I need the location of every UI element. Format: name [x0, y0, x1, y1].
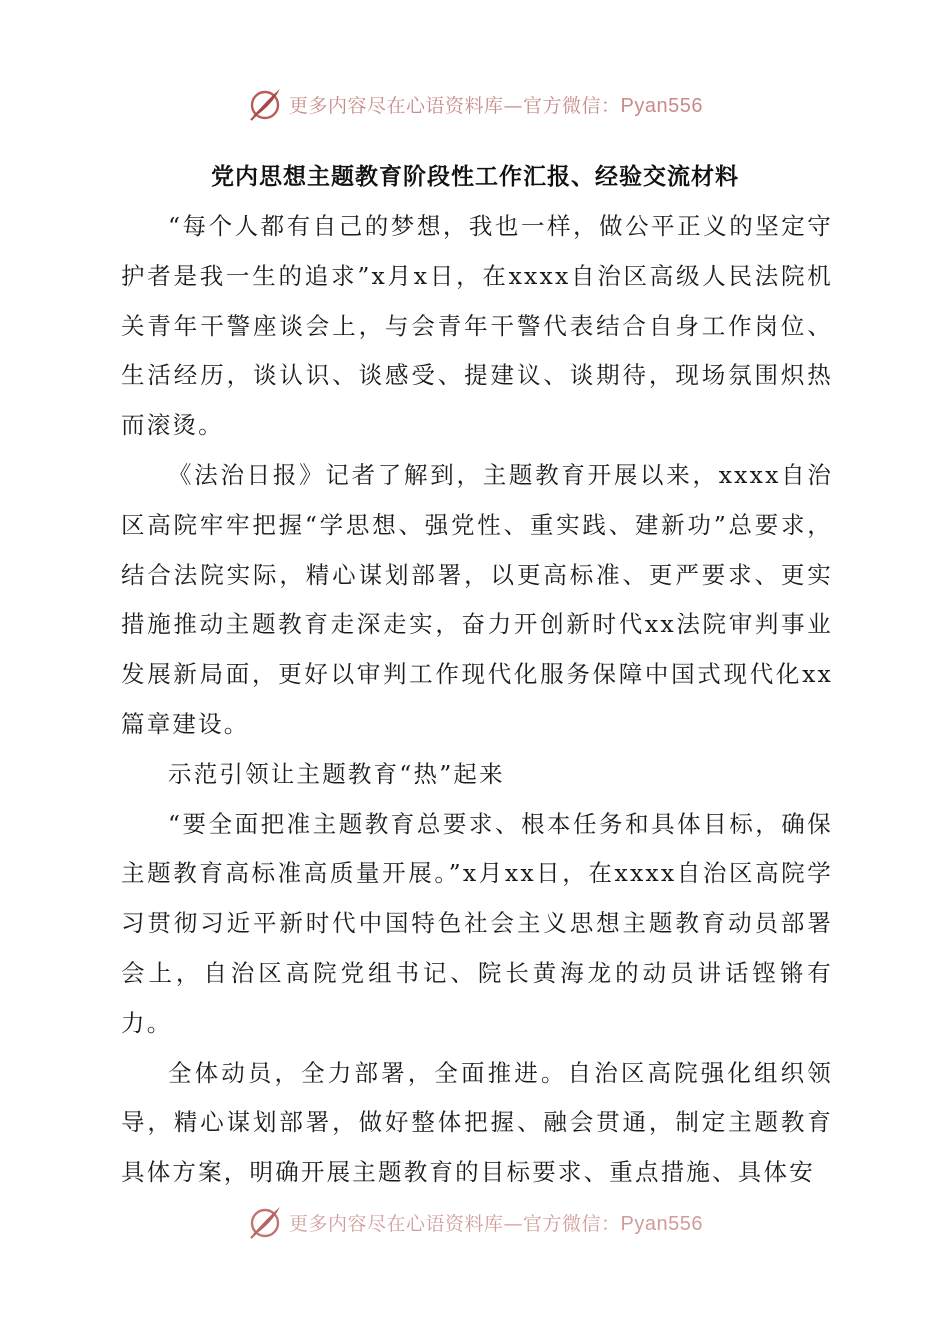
document-body [121, 202, 833, 1198]
wechat-id: Pyan556 [620, 1212, 703, 1235]
paragraph: 《法治日报》记者了解到，主题教育开展以来，xxxx自治区高院牢牢把握“学思想、强党性、重实践、建新功”总要求，结合法院实际，精心谋划部署，以更高标准、更严要求、更实措施推动主题教育走深走实，奋力开创新时代xx法院审判事业发展新局面，更好以审判工作现代化服务保障中国式现代化xx篇章建设。 [121, 460, 833, 738]
section-heading: 示范引领让主题教育“热”起来 [168, 759, 505, 788]
document-title: 党内思想主题教育阶段性工作汇报、经验交流材料 [211, 164, 739, 190]
watermark-text [289, 91, 703, 118]
paragraph: “每个人都有自己的梦想，我也一样，做公平正义的坚定守护者是我一生的追求”x月x日，在xxxx自治区高级人民法院机关青年干警座谈会上，与会青年干警代表结合自身工作岗位、生活经历，谈认识、谈感受、提建议、谈期待，现场氛围炽热而滚烫。 [121, 212, 833, 440]
wechat-id: Pyan556 [620, 94, 703, 117]
watermark-text [289, 1209, 703, 1236]
watermark-header [0, 84, 950, 124]
watermark-footer [0, 1204, 950, 1240]
paragraph: “要全面把准主题教育总要求、根本任务和具体目标，确保主题教育高标准高质量开展。”x月xx日，在xxxx自治区高院学习贯彻习近平新时代中国特色社会主义思想主题教育动员部署会上，自治区高院党组书记、院长黄海龙的动员讲话铿锵有力。 [121, 809, 833, 1037]
watermark-label: 更多内容尽在心语资料库—官方微信： [289, 94, 621, 117]
feather-pen-circle-icon [247, 86, 283, 122]
paragraph: 全体动员，全力部署，全面推进。自治区高院强化组织领导，精心谋划部署，做好整体把握、融会贯通，制定主题教育具体方案，明确开展主题教育的目标要求、重点措施、具体安 [121, 1058, 833, 1187]
feather-pen-circle-icon [247, 1204, 283, 1240]
watermark-label: 更多内容尽在心语资料库—官方微信： [289, 1212, 621, 1235]
